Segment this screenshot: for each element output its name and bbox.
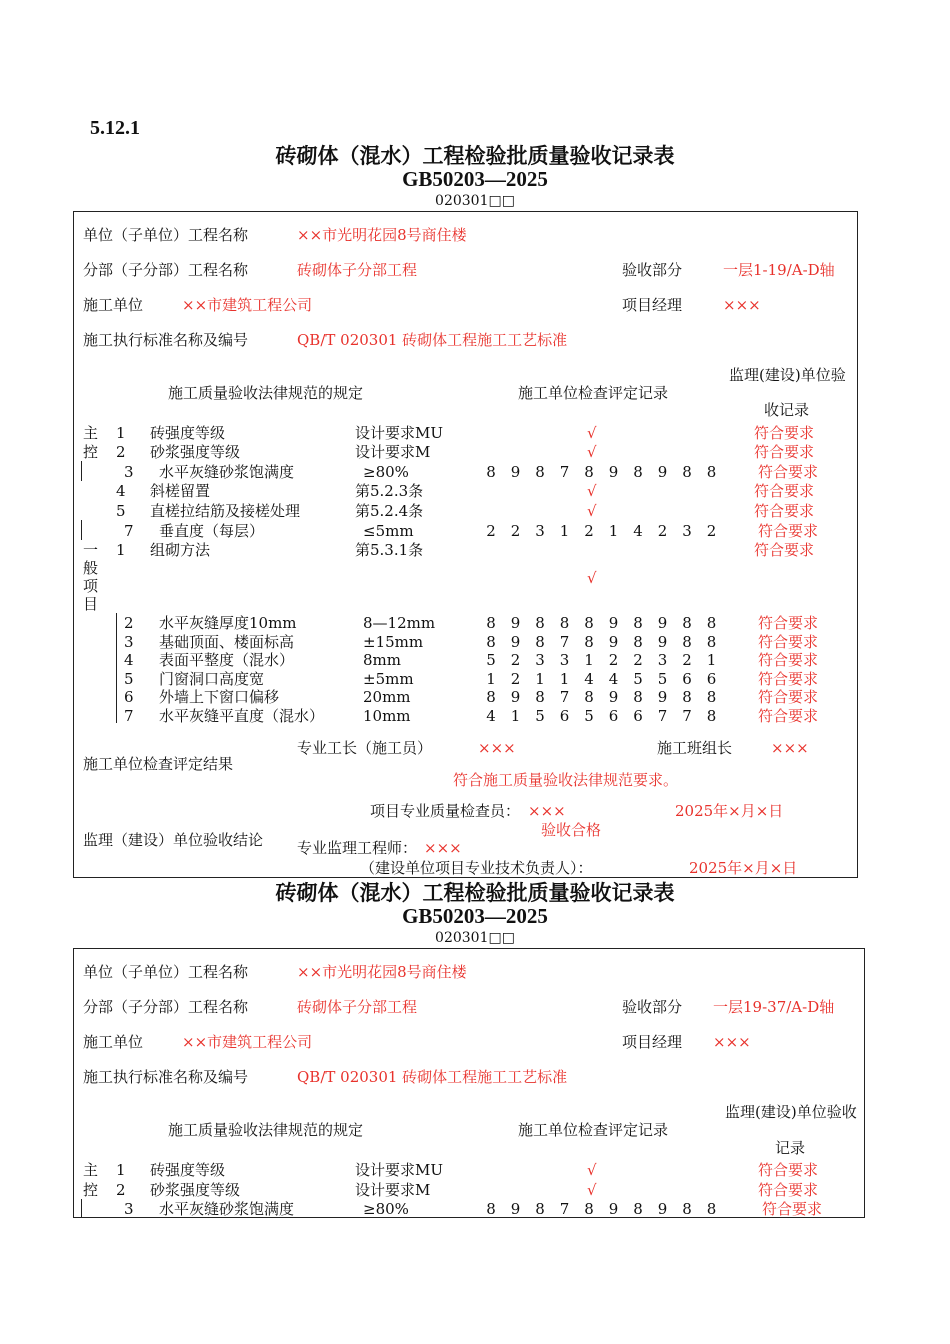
measured-value: 8: [706, 463, 717, 481]
measured-value: 2: [608, 651, 619, 669]
measured-value: 8: [682, 1200, 692, 1218]
division-label: 分部（子分部）工程名称: [83, 998, 249, 1016]
measured-value: 8: [486, 1200, 496, 1218]
item-result: 符合要求: [754, 541, 815, 559]
measured-value: 1: [510, 707, 521, 725]
item-result: 符合要求: [758, 633, 819, 651]
item-name: 组砌方法: [150, 541, 211, 559]
measured-value: 8: [584, 614, 594, 632]
col-spec-header: 施工质量验收法律规范的规定: [168, 1121, 364, 1139]
foreman-value: ×××: [478, 739, 516, 757]
measured-value: 5: [633, 670, 643, 688]
item-no: 1: [116, 1161, 126, 1179]
item-no: 7: [124, 522, 134, 540]
item-name: 外墙上下窗口偏移: [159, 688, 280, 706]
measured-value: 8: [486, 614, 496, 632]
team-leader-value: ×××: [771, 739, 809, 757]
item-spec: ±15mm: [363, 633, 424, 651]
item-spec: 设计要求M: [355, 443, 431, 461]
manager-value: ×××: [713, 1033, 751, 1051]
measured-value: 8: [633, 633, 643, 651]
contractor-value: ××市建筑工程公司: [182, 1033, 313, 1051]
item-no: 1: [116, 424, 126, 442]
standard-label: 施工执行标准名称及编号: [83, 1068, 249, 1086]
measured-value: 1: [706, 651, 717, 669]
measured-value: 4: [608, 670, 619, 688]
measured-value: 2: [706, 522, 717, 540]
measured-value: 9: [510, 633, 521, 651]
item-no: 2: [124, 614, 134, 632]
manager-value: ×××: [723, 296, 761, 314]
measured-value: 8: [682, 688, 692, 706]
form-standard: GB50203—2025: [402, 904, 548, 928]
item-name: 基础顶面、楼面标高: [159, 633, 295, 651]
item-spec: 20mm: [363, 688, 411, 706]
check-mark: √: [587, 482, 597, 500]
item-spec: 第5.2.4条: [355, 502, 424, 520]
item-name: 砖强度等级: [150, 1161, 226, 1179]
measured-value: 1: [608, 522, 619, 540]
measured-value: 5: [486, 651, 496, 669]
form-title: 砖砌体（混水）工程检验批质量验收记录表: [275, 143, 675, 168]
measured-value: 8: [706, 1200, 717, 1218]
measured-value: 8: [486, 633, 496, 651]
item-spec: 8mm: [363, 651, 401, 669]
general-label-2: 般: [83, 559, 99, 577]
measured-value: 7: [657, 707, 668, 725]
form-standard: GB50203—2025: [402, 167, 548, 191]
row-divider: [116, 613, 117, 723]
measured-value: 1: [535, 670, 545, 688]
measured-value: 8: [559, 614, 570, 632]
measured-value: 1: [584, 651, 594, 669]
row-divider: [73, 540, 74, 613]
item-no: 4: [124, 651, 134, 669]
measured-value: 3: [559, 651, 570, 669]
measured-value: 2: [682, 651, 692, 669]
measured-value: 2: [657, 522, 668, 540]
measured-value: 2: [486, 522, 496, 540]
check-mark: √: [587, 424, 597, 442]
measured-value: 8: [682, 463, 692, 481]
item-name: 水平灰缝厚度10mm: [159, 614, 297, 632]
item-no: 3: [124, 463, 134, 481]
unit-value: ××市光明花园8号商住楼: [297, 963, 467, 981]
measured-value: 9: [510, 688, 521, 706]
measured-value: 3: [682, 522, 692, 540]
form-code: 020301□□: [435, 930, 515, 946]
general-label-3: 项: [83, 577, 99, 595]
measured-value: 4: [486, 707, 496, 725]
item-no: 5: [124, 670, 134, 688]
measured-value: 5: [535, 707, 545, 725]
item-name: 砂浆强度等级: [150, 1181, 241, 1199]
item-result: 符合要求: [762, 1200, 823, 1218]
item-name: 垂直度（每层）: [159, 522, 265, 540]
measured-value: 8: [486, 463, 496, 481]
foreman-label: 专业工长（施工员）: [297, 739, 433, 757]
unit-label: 单位（子单位）工程名称: [83, 226, 249, 244]
part-label: 验收部分: [622, 998, 683, 1016]
item-spec: 第5.2.3条: [355, 482, 424, 500]
item-result: 符合要求: [758, 688, 819, 706]
main-control-label: 主: [83, 424, 99, 442]
item-spec: 10mm: [363, 707, 411, 725]
contractor-label: 施工单位: [83, 1033, 144, 1051]
measured-value: 8: [535, 633, 545, 651]
item-spec: ±5mm: [363, 670, 414, 688]
inspector-label: 项目专业质量检查员：: [370, 802, 521, 820]
measured-value: 9: [657, 688, 668, 706]
item-no: 2: [116, 1181, 126, 1199]
measured-value: 9: [510, 614, 521, 632]
col-check-header: 施工单位检查评定记录: [518, 1121, 669, 1139]
measured-value: 7: [559, 1200, 570, 1218]
unit-value: ××市光明花园8号商住楼: [297, 226, 467, 244]
measured-value: 8: [584, 463, 594, 481]
unit-label: 单位（子单位）工程名称: [83, 963, 249, 981]
measured-value: 8: [584, 688, 594, 706]
item-name: 表面平整度（混水）: [159, 651, 295, 669]
measured-value: 9: [608, 463, 619, 481]
measured-value: 9: [608, 688, 619, 706]
measured-value: 6: [682, 670, 692, 688]
standard-value: QB/T 020301 砖砌体工程施工工艺标准: [297, 1068, 568, 1086]
item-spec: 设计要求MU: [355, 424, 444, 442]
item-name: 斜槎留置: [150, 482, 211, 500]
form-title: 砖砌体（混水）工程检验批质量验收记录表: [275, 880, 675, 905]
main-control-label-2: 控: [83, 443, 99, 461]
measured-value: 2: [633, 651, 643, 669]
measured-value: 6: [559, 707, 570, 725]
supervisor-result: 验收合格: [541, 821, 602, 839]
measured-value: 5: [584, 707, 594, 725]
measured-value: 4: [584, 670, 594, 688]
team-leader-label: 施工班组长: [657, 739, 733, 757]
item-spec: 设计要求MU: [355, 1161, 444, 1179]
part-value: 一层1-19/A-D轴: [723, 261, 835, 279]
measured-value: 8: [535, 614, 545, 632]
item-spec: 设计要求M: [355, 1181, 431, 1199]
form-code: 020301□□: [435, 193, 515, 209]
item-no: 6: [124, 688, 134, 706]
item-spec: 第5.3.1条: [355, 541, 424, 559]
supervisor-result-label: 监理（建设）单位验收结论: [83, 831, 264, 849]
measured-value: 3: [535, 651, 545, 669]
item-name: 门窗洞口高度宽: [159, 670, 265, 688]
col-spec-header: 施工质量验收法律规范的规定: [168, 384, 364, 402]
measured-value: 8: [486, 688, 496, 706]
contractor-result: 符合施工质量验收法律规范要求。: [453, 771, 679, 789]
measured-value: 8: [633, 688, 643, 706]
measured-value: 8: [584, 1200, 594, 1218]
measured-value: 1: [559, 522, 570, 540]
main-control-label: 主: [83, 1161, 99, 1179]
manager-label: 项目经理: [622, 296, 683, 314]
measured-value: 8: [535, 463, 545, 481]
measured-value: 4: [633, 522, 643, 540]
measured-value: 8: [633, 463, 643, 481]
item-name: 砖强度等级: [150, 424, 226, 442]
measured-value: 6: [706, 670, 717, 688]
col-check-header: 施工单位检查评定记录: [518, 384, 669, 402]
measured-value: 3: [657, 651, 668, 669]
col-supervisor-header-2: 记录: [775, 1139, 806, 1157]
item-result: 符合要求: [758, 614, 819, 632]
measured-value: 8: [535, 1200, 545, 1218]
measured-value: 6: [608, 707, 619, 725]
item-name: 直槎拉结筋及接槎处理: [150, 502, 301, 520]
measured-value: 1: [559, 670, 570, 688]
measured-value: 8: [682, 633, 692, 651]
item-no: 3: [124, 1200, 134, 1218]
row-divider: [81, 461, 82, 481]
measured-value: 8: [706, 707, 717, 725]
acceptance-date: 2025年×月×日: [689, 859, 798, 877]
measured-value: 8: [706, 688, 717, 706]
check-mark: √: [587, 1161, 597, 1179]
item-result: 符合要求: [758, 522, 819, 540]
item-no: 3: [124, 633, 134, 651]
engineer-label: 专业监理工程师：: [297, 839, 418, 857]
check-mark: √: [587, 1181, 597, 1199]
general-label-4: 目: [83, 595, 99, 613]
item-result: 符合要求: [758, 670, 819, 688]
measured-value: 8: [706, 614, 717, 632]
col-supervisor-header: 监理(建设)单位验收: [725, 1103, 857, 1121]
item-result: 符合要求: [758, 1181, 819, 1199]
item-result: 符合要求: [754, 424, 815, 442]
measured-value: 3: [535, 522, 545, 540]
measured-value: 6: [633, 707, 643, 725]
measured-value: 7: [559, 688, 570, 706]
measured-value: 2: [584, 522, 594, 540]
check-mark: √: [587, 502, 597, 520]
inspection-date: 2025年×月×日: [675, 802, 784, 820]
measured-value: 2: [510, 522, 521, 540]
measured-value: 1: [486, 670, 496, 688]
standard-label: 施工执行标准名称及编号: [83, 331, 249, 349]
item-result: 符合要求: [754, 443, 815, 461]
item-no: 5: [116, 502, 126, 520]
measured-value: 9: [608, 633, 619, 651]
measured-value: 8: [633, 1200, 643, 1218]
measured-value: 8: [682, 614, 692, 632]
row-divider: [81, 520, 82, 540]
measured-value: 7: [682, 707, 692, 725]
measured-value: 9: [510, 1200, 521, 1218]
general-label-1: 一: [83, 541, 99, 559]
inspector-value: ×××: [528, 802, 566, 820]
item-name: 水平灰缝砂浆饱满度: [159, 1200, 295, 1218]
measured-value: 2: [510, 670, 521, 688]
division-value: 砖砌体子分部工程: [297, 998, 418, 1016]
item-spec: ≥80%: [363, 1200, 409, 1218]
item-name: 砂浆强度等级: [150, 443, 241, 461]
measured-value: 9: [608, 614, 619, 632]
measured-value: 8: [706, 633, 717, 651]
owner-label: （建设单位项目专业技术负责人）：: [360, 859, 593, 877]
item-no: 7: [124, 707, 134, 725]
measured-value: 7: [559, 633, 570, 651]
row-divider: [81, 1199, 82, 1218]
standard-value: QB/T 020301 砖砌体工程施工工艺标准: [297, 331, 568, 349]
item-name: 水平灰缝砂浆饱满度: [159, 463, 295, 481]
measured-value: 9: [510, 463, 521, 481]
check-mark: √: [587, 569, 597, 587]
item-no: 4: [116, 482, 126, 500]
col-supervisor-header-2: 收记录: [764, 401, 810, 419]
main-control-label-2: 控: [83, 1181, 99, 1199]
item-spec: ≤5mm: [363, 522, 414, 540]
measured-value: 2: [510, 651, 521, 669]
item-result: 符合要求: [758, 651, 819, 669]
item-result: 符合要求: [754, 482, 815, 500]
item-result: 符合要求: [754, 502, 815, 520]
contractor-label: 施工单位: [83, 296, 144, 314]
item-result: 符合要求: [758, 707, 819, 725]
item-no: 2: [116, 443, 126, 461]
measured-value: 8: [633, 614, 643, 632]
measured-value: 8: [584, 633, 594, 651]
item-result: 符合要求: [758, 463, 819, 481]
contractor-result-label: 施工单位检查评定结果: [83, 755, 234, 773]
division-value: 砖砌体子分部工程: [297, 261, 418, 279]
item-result: 符合要求: [758, 1161, 819, 1179]
measured-value: 9: [657, 463, 668, 481]
part-value: 一层19-37/A-D轴: [713, 998, 835, 1016]
item-name: 水平灰缝平直度（混水）: [159, 707, 325, 725]
measured-value: 8: [535, 688, 545, 706]
item-spec: 8—12mm: [363, 614, 436, 632]
measured-value: 9: [657, 1200, 668, 1218]
engineer-value: ×××: [424, 839, 462, 857]
measured-value: 7: [559, 463, 570, 481]
row-divider: [73, 725, 74, 775]
measured-value: 9: [657, 633, 668, 651]
col-supervisor-header: 监理(建设)单位验: [729, 366, 846, 384]
contractor-value: ××市建筑工程公司: [182, 296, 313, 314]
section-number: 5.12.1: [90, 117, 140, 139]
item-no: 1: [116, 541, 126, 559]
manager-label: 项目经理: [622, 1033, 683, 1051]
measured-value: 9: [608, 1200, 619, 1218]
item-spec: ≥80%: [363, 463, 409, 481]
part-label: 验收部分: [622, 261, 683, 279]
measured-value: 5: [657, 670, 668, 688]
check-mark: √: [587, 443, 597, 461]
division-label: 分部（子分部）工程名称: [83, 261, 249, 279]
measured-value: 9: [657, 614, 668, 632]
